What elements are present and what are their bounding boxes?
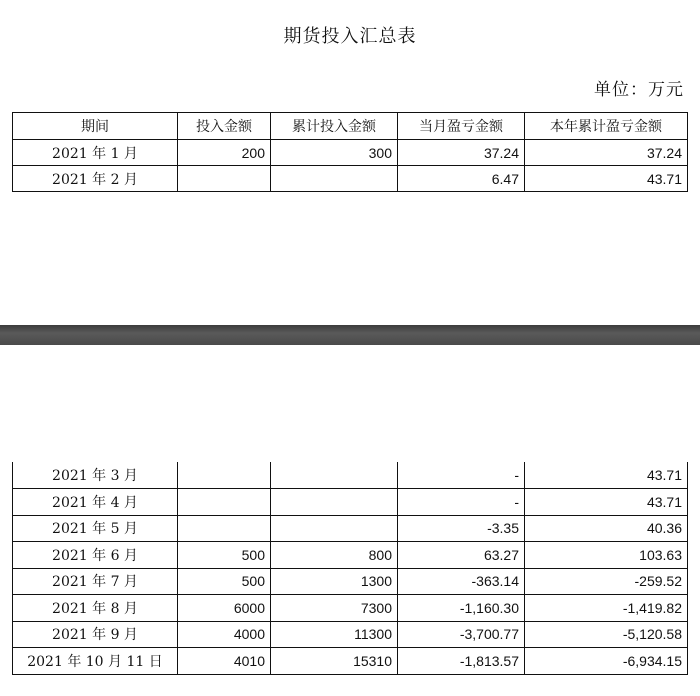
cell-period: 2021 年 5 月 bbox=[13, 515, 178, 542]
table-row bbox=[13, 515, 688, 542]
cell-monthly-pnl: 63.27 bbox=[398, 542, 525, 569]
cell-cumulative-investment: 7300 bbox=[271, 595, 398, 622]
cell-monthly-pnl: -1,160.30 bbox=[398, 595, 525, 622]
cell-ytd-pnl: 43.71 bbox=[525, 166, 688, 192]
cell-ytd-pnl: -6,934.15 bbox=[525, 648, 688, 675]
cell-investment bbox=[178, 462, 271, 489]
table-row bbox=[13, 621, 688, 648]
cell-investment bbox=[178, 489, 271, 516]
table-row bbox=[13, 166, 688, 192]
cell-monthly-pnl: -3.35 bbox=[398, 515, 525, 542]
cell-investment: 6000 bbox=[178, 595, 271, 622]
cell-investment: 4000 bbox=[178, 621, 271, 648]
cell-investment: 500 bbox=[178, 568, 271, 595]
table-row bbox=[13, 140, 688, 166]
cell-ytd-pnl: 103.63 bbox=[525, 542, 688, 569]
document-title: 期货投入汇总表 bbox=[283, 26, 417, 47]
cell-period: 2021 年 6 月 bbox=[13, 542, 178, 569]
cell-period: 2021 年 8 月 bbox=[13, 595, 178, 622]
cell-cumulative-investment bbox=[271, 462, 398, 489]
cell-monthly-pnl: -1,813.57 bbox=[398, 648, 525, 675]
cell-period: 2021 年 4 月 bbox=[13, 489, 178, 516]
column-header-cumulative-investment: 累计投入金额 bbox=[271, 113, 398, 140]
cell-period: 2021 年 1 月 bbox=[13, 140, 178, 166]
cell-monthly-pnl: - bbox=[398, 462, 525, 489]
cell-monthly-pnl: 37.24 bbox=[398, 140, 525, 166]
table-row bbox=[13, 648, 688, 675]
cell-investment bbox=[178, 166, 271, 192]
cell-monthly-pnl: -3,700.77 bbox=[398, 621, 525, 648]
column-header-investment: 投入金额 bbox=[178, 113, 271, 140]
cell-cumulative-investment: 300 bbox=[271, 140, 398, 166]
cell-cumulative-investment: 1300 bbox=[271, 568, 398, 595]
cell-ytd-pnl: 37.24 bbox=[525, 140, 688, 166]
cell-cumulative-investment bbox=[271, 515, 398, 542]
cell-cumulative-investment bbox=[271, 166, 398, 192]
cell-cumulative-investment: 11300 bbox=[271, 621, 398, 648]
table-row bbox=[13, 489, 688, 516]
column-header-monthly-pnl: 当月盈亏金额 bbox=[398, 113, 525, 140]
table-row bbox=[13, 568, 688, 595]
cell-investment: 500 bbox=[178, 542, 271, 569]
column-header-ytd-pnl: 本年累计盈亏金额 bbox=[525, 113, 688, 140]
cell-ytd-pnl: -5,120.58 bbox=[525, 621, 688, 648]
column-header-period: 期间 bbox=[13, 113, 178, 140]
cell-ytd-pnl: 43.71 bbox=[525, 489, 688, 516]
unit-label: 单位：万元 bbox=[594, 80, 684, 100]
cell-investment bbox=[178, 515, 271, 542]
page-divider bbox=[0, 325, 700, 345]
summary-table-bottom bbox=[12, 462, 688, 675]
cell-cumulative-investment: 15310 bbox=[271, 648, 398, 675]
table-row bbox=[13, 542, 688, 569]
table-header-row bbox=[13, 113, 688, 140]
cell-cumulative-investment bbox=[271, 489, 398, 516]
cell-ytd-pnl: -1,419.82 bbox=[525, 595, 688, 622]
cell-period: 2021 年 3 月 bbox=[13, 462, 178, 489]
table-row bbox=[13, 462, 688, 489]
cell-period: 2021 年 2 月 bbox=[13, 166, 178, 192]
cell-monthly-pnl: - bbox=[398, 489, 525, 516]
cell-investment: 200 bbox=[178, 140, 271, 166]
cell-monthly-pnl: -363.14 bbox=[398, 568, 525, 595]
cell-cumulative-investment: 800 bbox=[271, 542, 398, 569]
cell-ytd-pnl: -259.52 bbox=[525, 568, 688, 595]
cell-period: 2021 年 9 月 bbox=[13, 621, 178, 648]
summary-table-top bbox=[12, 112, 688, 192]
table-row bbox=[13, 595, 688, 622]
cell-period: 2021 年 10 月 11 日 bbox=[13, 648, 178, 675]
cell-ytd-pnl: 40.36 bbox=[525, 515, 688, 542]
cell-monthly-pnl: 6.47 bbox=[398, 166, 525, 192]
cell-period: 2021 年 7 月 bbox=[13, 568, 178, 595]
cell-investment: 4010 bbox=[178, 648, 271, 675]
cell-ytd-pnl: 43.71 bbox=[525, 462, 688, 489]
